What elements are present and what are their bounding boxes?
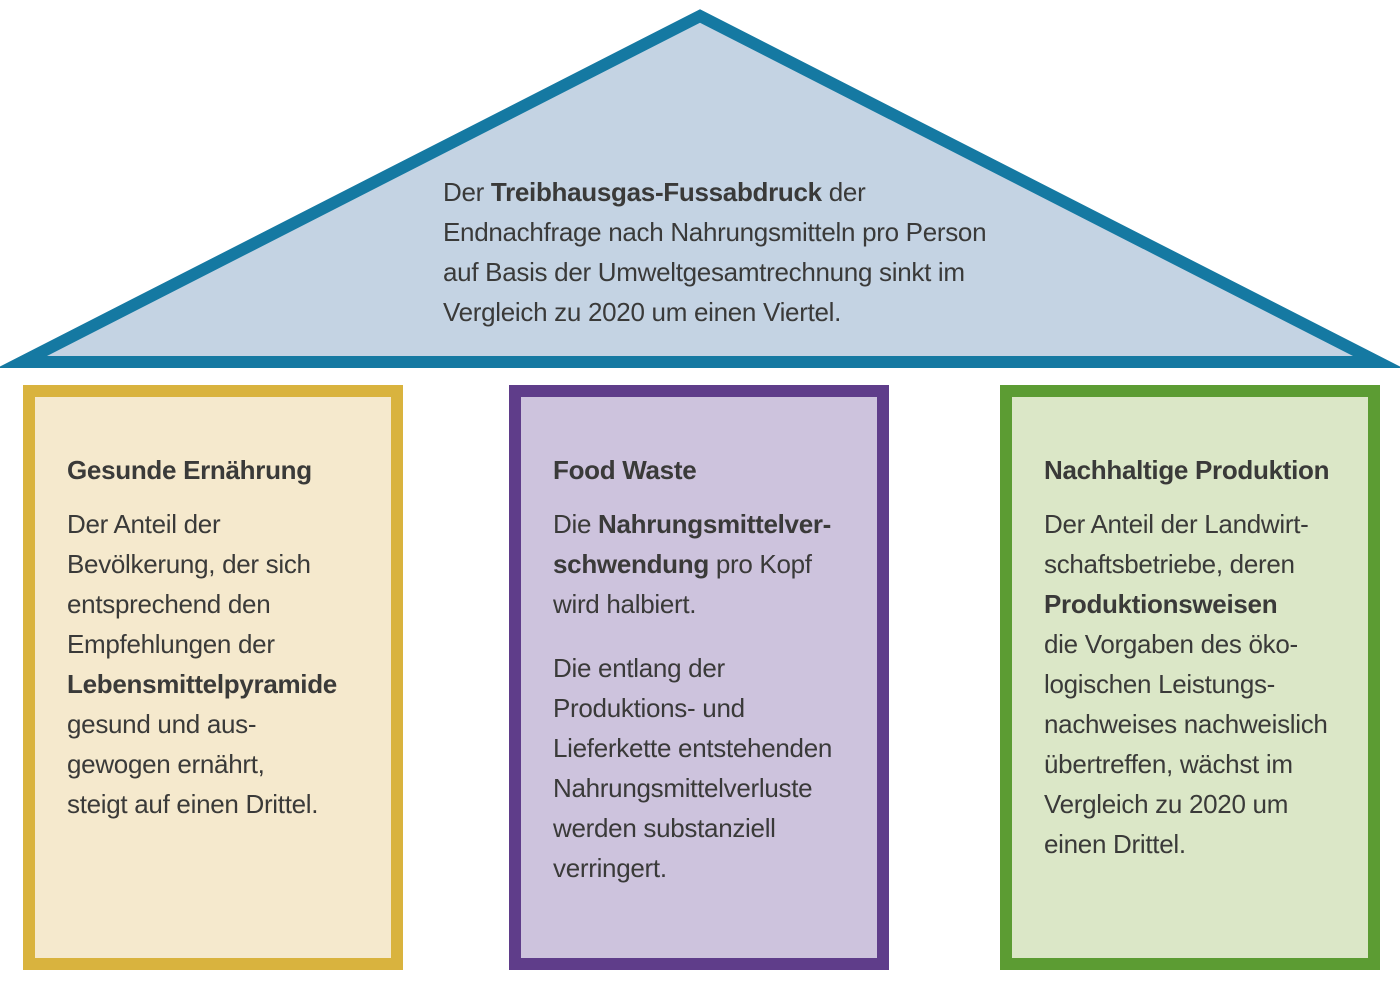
text-segment: Vergleich zu 2020 um	[1044, 789, 1289, 819]
bold-text-segment: Treibhausgas-Fussabdruck	[490, 177, 822, 207]
text-segment: Vergleich zu 2020 um einen Viertel.	[443, 297, 842, 327]
pillar-nachhaltige-produktion	[1000, 385, 1380, 970]
text-segment: schaftsbetriebe, deren	[1044, 549, 1295, 579]
text-line	[1044, 544, 1350, 584]
text-segment: auf Basis der Umweltgesamtrechnung sinkt im	[443, 257, 965, 287]
text-segment: Der	[443, 177, 491, 207]
text-segment: Der Anteil der	[67, 509, 221, 539]
text-line	[67, 584, 373, 624]
text-line	[1044, 784, 1350, 824]
paragraph	[553, 648, 859, 888]
roof-text	[443, 172, 986, 332]
text-line	[67, 504, 373, 544]
text-segment: pro Kopf	[708, 549, 812, 579]
text-line	[1044, 664, 1350, 704]
text-segment: gewogen ernährt,	[67, 749, 265, 779]
text-segment: Bevölkerung, der sich	[67, 549, 311, 579]
text-segment: nachweises nachweislich	[1044, 709, 1328, 739]
text-segment: Nahrungsmittelverluste	[553, 773, 813, 803]
text-segment: entsprechend den	[67, 589, 271, 619]
text-segment: werden substanziell	[553, 813, 776, 843]
text-line	[443, 172, 986, 212]
text-line	[553, 808, 859, 848]
text-line	[553, 648, 859, 688]
text-segment: gesund und aus-	[67, 709, 257, 739]
text-line	[1044, 744, 1350, 784]
pillar-food-waste	[509, 385, 889, 970]
text-line	[67, 624, 373, 664]
text-segment: Empfehlungen der	[67, 629, 275, 659]
pillar-gesunde-ernaehrung	[23, 385, 403, 970]
text-segment: Endnachfrage nach Nahrungsmitteln pro Person	[443, 217, 987, 247]
text-line	[553, 768, 859, 808]
paragraph	[553, 504, 859, 624]
text-segment: der	[821, 177, 866, 207]
text-line	[443, 292, 986, 332]
text-line	[1044, 504, 1350, 544]
text-line	[67, 784, 373, 824]
text-segment: Lieferkette entstehenden	[553, 733, 833, 763]
text-line	[443, 212, 986, 252]
text-line	[1044, 704, 1350, 744]
pillar-body	[553, 504, 859, 888]
text-segment: die Vorgaben des öko-	[1044, 629, 1298, 659]
text-line	[67, 664, 373, 704]
text-line	[553, 848, 859, 888]
paragraph	[1044, 504, 1350, 864]
text-segment: übertreffen, wächst im	[1044, 749, 1293, 779]
text-line	[553, 584, 859, 624]
paragraph	[67, 504, 373, 824]
bold-text-segment: Nahrungsmittelver-	[598, 509, 832, 539]
bold-text-segment: Produktionsweisen	[1044, 589, 1278, 619]
text-line	[1044, 824, 1350, 864]
pillar-title: Gesunde Ernährung	[67, 455, 312, 485]
text-segment: Der Anteil der Landwirt-	[1044, 509, 1309, 539]
text-segment: logischen Leistungs-	[1044, 669, 1276, 699]
pillar-body	[1044, 504, 1350, 864]
text-line	[67, 744, 373, 784]
text-line	[553, 544, 859, 584]
pillar-title: Nachhaltige Produktion	[1044, 455, 1330, 485]
text-line	[443, 252, 986, 292]
text-line	[1044, 584, 1350, 624]
text-segment: Die	[553, 509, 599, 539]
text-segment: wird halbiert.	[553, 589, 697, 619]
text-line	[553, 728, 859, 768]
text-line	[1044, 624, 1350, 664]
pillar-title: Food Waste	[553, 455, 697, 485]
pillar-body	[67, 504, 373, 824]
text-segment: Die entlang der	[553, 653, 725, 683]
text-line	[67, 704, 373, 744]
text-segment: steigt auf einen Drittel.	[67, 789, 319, 819]
bold-text-segment: Lebensmittelpyramide	[67, 669, 337, 699]
text-line	[553, 688, 859, 728]
text-line	[553, 504, 859, 544]
bold-text-segment: schwendung	[553, 549, 709, 579]
text-segment: einen Drittel.	[1044, 829, 1186, 859]
paragraph	[443, 172, 986, 332]
text-segment: verringert.	[553, 853, 667, 883]
text-line	[67, 544, 373, 584]
text-segment: Produktions- und	[553, 693, 745, 723]
